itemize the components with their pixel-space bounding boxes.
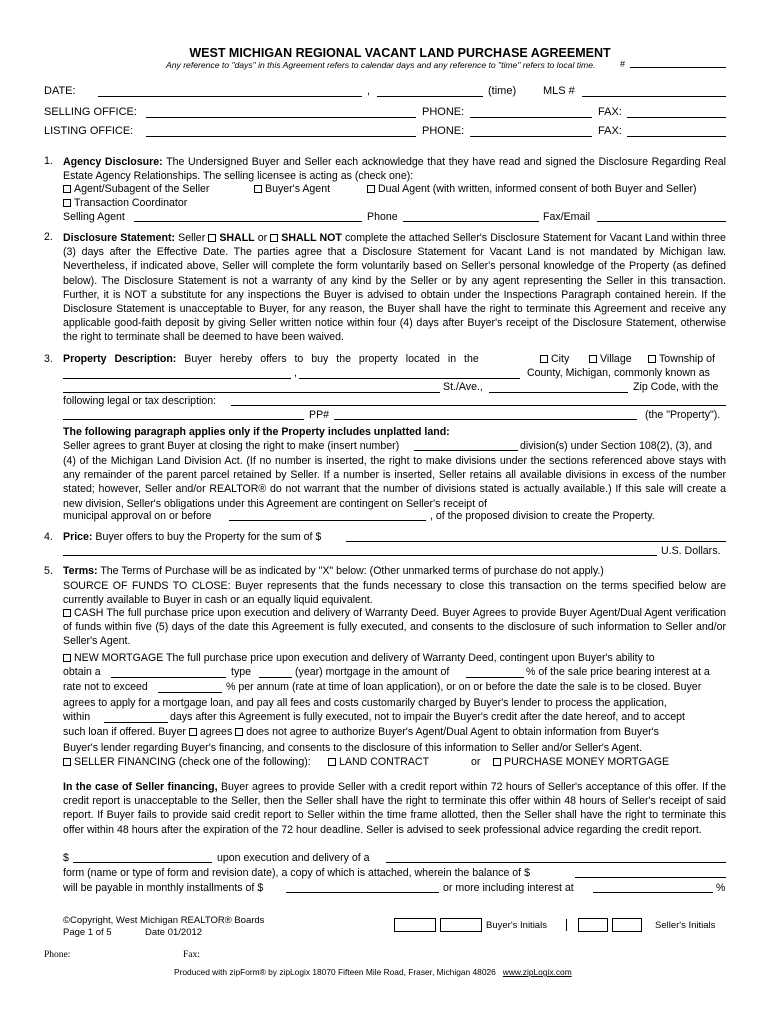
- checkbox[interactable]: [254, 185, 262, 193]
- street-label: St./Ave.,: [443, 381, 483, 393]
- copyright: ©Copyright, West Michigan REALTOR® Boards: [63, 915, 265, 926]
- township-option[interactable]: Township of: [648, 353, 715, 365]
- ziplogix-link[interactable]: www.zipLogix.com: [502, 967, 572, 977]
- s1-option-4[interactable]: Transaction Coordinator: [63, 197, 187, 209]
- form-date: Date 01/2012: [145, 927, 203, 938]
- buyer-initials-box-2[interactable]: [440, 918, 482, 932]
- city-option[interactable]: City: [540, 353, 569, 365]
- mls-field[interactable]: [582, 96, 726, 97]
- checkbox[interactable]: [540, 355, 548, 363]
- s3-number: 3.: [44, 353, 53, 365]
- produced-by: Produced with zipForm® by zipLogix 18070 Fifteen Mile Road, Fraser, Michigan 48026 www.zipLogix.com: [174, 967, 572, 977]
- installment-field[interactable]: [286, 892, 439, 893]
- agent-fax-email-field[interactable]: [597, 221, 726, 222]
- selling-fax-label: FAX:: [598, 106, 622, 118]
- shall-not-checkbox[interactable]: [270, 234, 278, 242]
- price-words-field[interactable]: [63, 555, 657, 556]
- checkbox[interactable]: [648, 355, 656, 363]
- listing-fax-field[interactable]: [627, 136, 726, 137]
- selling-fax-field[interactable]: [627, 117, 726, 118]
- s2-heading: Disclosure Statement:: [63, 232, 176, 244]
- checkbox[interactable]: [493, 758, 501, 766]
- price-field[interactable]: [346, 541, 726, 542]
- buyers-initials-label: Buyer's Initials: [486, 920, 547, 931]
- footer-fax: Fax:: [183, 950, 200, 960]
- mortgage-year-field[interactable]: [259, 677, 292, 678]
- s1-paragraph: [63, 155, 726, 183]
- footer-phone: Phone:: [44, 950, 71, 960]
- s5-number: 5.: [44, 565, 53, 577]
- such-loan-line: such loan if offered. Buyer agrees does not agree to authorize Buyer's Agent/Dual Agent to obtain information from Buyer's: [63, 726, 659, 738]
- street-field[interactable]: [63, 392, 440, 393]
- agrees-checkbox[interactable]: [189, 728, 197, 736]
- mortgage-checkbox[interactable]: [63, 654, 71, 662]
- property-label: (the "Property").: [645, 409, 721, 421]
- zip-field[interactable]: [489, 392, 628, 393]
- selling-agent-label: Selling Agent: [63, 211, 125, 223]
- agent-phone-field[interactable]: [403, 221, 539, 222]
- listing-phone-field[interactable]: [470, 136, 592, 137]
- checkbox[interactable]: [63, 199, 71, 207]
- form-page: WEST MICHIGAN REGIONAL VACANT LAND PURCHASE AGREEMENT Any reference to "days" in this Agreement refers to calendar days and any reference to "time" refers to local time. # DATE: , (time) MLS # SELLING OFFICE: PHONE: FAX: LISTING OFFICE: PHONE: FAX: 1. Agency Disclosure: The Undersigned Buyer and Seller each acknowledge that they have read and signed the Disclosure Regarding Real Estate Agency Relationships. The selling licensee is acting as (check one): Agent/Subagent of the Seller Buyer's Agent Dual Agent (with written, informed consent of both Buyer and Seller) Transaction Coordinator Selling Agent Phone Fax/Email 2. Disclosure Statement: Seller SHALL or SHALL NOT complete the attached Seller's Disclosure Statement for Vacant Land within three (3) days after the Effective Date. The parties agree that a Disclosure Statement for Vacant Land is not mandated by Michigan law. Nevertheless, if indicated above, Seller will complete the form voluntarily based on Seller's personal knowledge of the Property (as defined below). The Disclosure Statement is not a warranty of any kind by the Seller or by any agent representing the Seller in this transaction. Further, it is NOT a substitute for any inspections the Buyer is advised to obtain under the Inspections Paragraph contained herein. If the Disclosure Statement is unacceptable to Buyer, for any reason, the Buyer shall have the right to terminate this Agreement and receive any applicable good-faith deposit by giving Seller written notice within four (4) days after Buyer's receipt of the Disclosure Statement, otherwise the right to terminate shall be deemed to have been waived. 3. Property Description: Buyer hereby offers to buy the property located in the City Village Township of , County, Michigan, commonly known as St./Ave., Zip Code, with the following legal or tax description: PP# (the "Property"). The following paragraph applies only if the Property includes unplatted land: Seller agrees to grant Buyer at closing the right to make (insert number) division(s) under Section 108(2), (3), and (4) of the Michigan Land Division Act. (If no number is inserted, the right to make divisions under the sections referenced above stays with any remainder of the parent parcel retained by Seller. If a number is inserted, Seller retains all available divisions in excess of the number stated; however, Seller and/or REALTOR® do not warrant that the number of divisions stated is actually available.) If this sale will create a new division, Seller's obligations under this Agreement are contingent on Seller's receipt of municipal approval on or before , of the proposed division to create the Property. 4. Price: Buyer offers to buy the Property for the sum of $ U.S. Dollars. 5. Terms: The Terms of Purchase will be as indicated by "X" below: (Other unmarked terms of purchase do not apply.) SOURCE OF FUNDS TO CLOSE: Buyer represents that the funds necessary to close this transaction on the terms specified below are currently available to Buyer in cash or an equally liquid equivalent. CASH The full purchase price upon execution and delivery of Warranty Deed. Buyer Agrees to provide Buyer Agent/Dual Agent verification of funds within five (5) days of the date this Agreement is fully executed, and consents to the disclosure of such information to Seller and/or Seller's Agent. NEW MORTGAGE The full purchase price upon execution and delivery of Warranty Deed, contingent upon Buyer's ability to obtain a type (year) mortgage in the amount of % of the sale price bearing interest at a rate not to exceed % per annum (rate at time of loan application), or on or before the date the sale is to be closed. Buyer agrees to apply for a mortgage loan, and pay all fees and costs customarily charged by Buyer's lender to process the application, within days after this Agreement is fully executed, not to impair the Buyer's credit after the date hereof, and to accept such loan if offered. Buyer agrees does not agree to authorize Buyer's Agent/Dual Agent to obtain information from Buyer's Buyer's lender regarding Buyer's financing, and consents to the disclosure of this information to Seller and/or Seller's Agent. SELLER FINANCING (check one of the following): LAND CONTRACT or PURCHASE MONEY MORTGAGE In the case of Seller financing, Buyer agrees to provide Seller with a credit report within 72 hours of Seller's acceptance of this offer. If the credit report is unacceptable to the Seller, then the Seller shall have the right to terminate this offer within 48 hours of Seller's receipt of said report. If Buyer fails to provide said credit report to Seller within the time frame allotted, then the Seller shall have the right to terminate this offer within 48 hours after the expiration of the 72 hour deadline. Seller is advised to seek professional advice regarding the credit report. $ upon execution and delivery of a form (name or type of form and revision date), a copy of which is attached, wherein the balance of $ will be payable in monthly installments of $ or more including interest at % ©Copyright, West Michigan REALTOR® Boards Page 1 of 5 Date 01/2012 Buyer's Initials Seller's Initials Phone: Fax: Produced with zipForm® by zipLogix 18070 Fifteen Mile Road, Fraser, Michigan 48026 www.zipLogix.com: [44, 46, 726, 977]
- s2-number: 2.: [44, 231, 53, 243]
- source-of-funds: SOURCE OF FUNDS TO CLOSE: Buyer represents that the funds necessary to close this transaction on the terms specified below are currently available to Buyer in cash or an equally liquid equivalent.: [63, 580, 726, 607]
- unplatted-line-b: division(s) under Section 108(2), (3), and: [520, 440, 712, 452]
- mls-label: MLS #: [543, 85, 575, 97]
- selling-office-label: SELLING OFFICE:: [44, 106, 137, 118]
- unplatted-line-a: Seller agrees to grant Buyer at closing the right to make (insert number): [63, 440, 400, 452]
- unplatted-heading: The following paragraph applies only if the Property includes unplatted land:: [63, 426, 450, 438]
- financing-amount-field[interactable]: [73, 862, 212, 863]
- buyer-initials-box-1[interactable]: [394, 918, 436, 932]
- listing-phone-label: PHONE:: [422, 125, 465, 137]
- page-number: Page 1 of 5: [63, 927, 112, 938]
- s1-option-3[interactable]: Dual Agent (with written, informed consent of both Buyer and Seller): [367, 183, 697, 195]
- checkbox[interactable]: [589, 355, 597, 363]
- county-label: County, Michigan, commonly known as: [527, 367, 710, 379]
- pp-label: PP#: [309, 409, 330, 421]
- listing-office-field[interactable]: [146, 136, 416, 137]
- shall-checkbox[interactable]: [208, 234, 216, 242]
- legal-field-1[interactable]: [231, 405, 726, 406]
- rate-field[interactable]: [158, 692, 222, 693]
- seller-initials-box-1[interactable]: [578, 918, 608, 932]
- us-dollars-label: U.S. Dollars.: [661, 545, 721, 557]
- balance-field[interactable]: [575, 877, 726, 878]
- listing-office-label: LISTING OFFICE:: [44, 125, 134, 137]
- mortgage-option: NEW MORTGAGE The full purchase price upon execution and delivery of Warranty Deed, contingent upon Buyer's ability to: [63, 651, 726, 665]
- county-field[interactable]: [299, 378, 520, 379]
- days-field[interactable]: [104, 722, 168, 723]
- pp-field[interactable]: [334, 419, 637, 420]
- unplatted-paragraph: (4) of the Michigan Land Division Act. (If no number is inserted, the right to make divisions under the sections referenced above stays with any remainder of the parent parcel retained by Seller. If a number is inserted, Seller retains all available divisions in excess of the number stated; however, Seller and/or REALTOR® do not warrant that the number of divisions stated is actually available.) If this sale will create a new division, Seller's obligations under this Agreement are contingent on Seller's receipt of: [63, 455, 726, 510]
- s3-line-1: Property Description: Buyer hereby offers to buy the property located in the: [63, 353, 479, 365]
- s1-text: The Undersigned Buyer and Seller each acknowledge that they have read and signed the Disclosure Regarding Real Estate Agency Relationships. The selling licensee is acting as (check one):: [63, 156, 726, 183]
- s1-heading: Agency Disclosure:: [63, 156, 163, 168]
- municipal-date-field[interactable]: [229, 520, 426, 521]
- financing-form-field[interactable]: [386, 862, 726, 863]
- initials-divider: [566, 919, 568, 931]
- s1-option-1[interactable]: Agent/Subagent of the Seller: [63, 183, 209, 195]
- document-subtitle: Any reference to "days" in this Agreement refers to calendar days and any reference to "time" refers to local time.: [166, 60, 596, 70]
- zip-label: Zip Code, with the: [633, 381, 719, 393]
- hash-label: #: [620, 59, 626, 69]
- s5-line: Terms: The Terms of Purchase will be as indicated by "X" below: (Other unmarked terms of purchase do not apply.): [63, 565, 604, 577]
- legal-label: following legal or tax description:: [63, 395, 217, 407]
- checkbox[interactable]: [328, 758, 336, 766]
- township-field[interactable]: [63, 378, 291, 379]
- document-title: WEST MICHIGAN REGIONAL VACANT LAND PURCHASE AGREEMENT: [189, 46, 611, 60]
- village-option[interactable]: Village: [589, 353, 632, 365]
- interest-field[interactable]: [593, 892, 713, 893]
- seller-financing-paragraph: In the case of Seller financing, Buyer agrees to provide Seller with a credit report within 72 hours of Seller's acceptance of this offer. If the credit report is unacceptable to the Seller, then the Seller shall have the right to terminate this offer within 48 hours of Seller's receipt of said report. If Buyer fails to provide said credit report to Seller within the time frame allotted, then the Seller shall have the right to terminate this offer within 48 hours after the expiration of the 72 hour deadline. Seller is advised to seek professional advice regarding the credit report.: [63, 781, 726, 836]
- seller-financing-checkbox[interactable]: [63, 758, 71, 766]
- legal-field-2[interactable]: [63, 419, 304, 420]
- selling-phone-field[interactable]: [470, 117, 592, 118]
- selling-agent-field[interactable]: [134, 221, 362, 222]
- municipal-label: municipal approval on or before: [63, 510, 212, 522]
- checkbox[interactable]: [367, 185, 375, 193]
- seller-financing-line: SELLER FINANCING (check one of the following):: [63, 756, 311, 768]
- selling-phone-label: PHONE:: [422, 106, 465, 118]
- date-field[interactable]: [98, 96, 362, 97]
- time-label: (time): [488, 85, 517, 97]
- divisions-field[interactable]: [414, 450, 518, 451]
- seller-initials-box-2[interactable]: [612, 918, 642, 932]
- sellers-initials-label: Seller's Initials: [655, 920, 716, 931]
- mortgage-percent-field[interactable]: [466, 677, 524, 678]
- mortgage-type-field[interactable]: [111, 677, 226, 678]
- date-label: DATE:: [44, 85, 76, 97]
- date-comma: ,: [367, 85, 371, 97]
- time-field[interactable]: [377, 96, 483, 97]
- s2-paragraph: Disclosure Statement: Seller SHALL or SHALL NOT complete the attached Seller's Disclosure Statement for Vacant Land within three (3) days after the Effective Date. The parties agree that a Disclosure Statement for Vacant Land is not mandated by Michigan law. Nevertheless, if indicated above, Seller will complete the form voluntarily based on Seller's personal knowledge of the Property (as defined below). The Disclosure Statement is not a warranty of any kind by the Seller or by any agent representing the Seller in this transaction. Further, it is NOT a substitute for any inspections the Buyer is advised to obtain under the Inspections Paragraph contained herein. If the Disclosure Statement is unacceptable to Buyer, for any reason, the Buyer shall have the right to terminate this Agreement and receive any applicable good-faith deposit by giving Seller written notice within four (4) days after Buyer's receipt of the Disclosure Statement, otherwise the right to terminate shall be deemed to have been waived.: [63, 232, 726, 344]
- cash-checkbox[interactable]: [63, 609, 71, 617]
- s4-number: 4.: [44, 531, 53, 543]
- pmm-option[interactable]: PURCHASE MONEY MORTGAGE: [493, 756, 669, 768]
- selling-office-field[interactable]: [146, 117, 416, 118]
- hash-field[interactable]: [630, 67, 726, 68]
- cash-option: CASH The full purchase price upon execution and delivery of Warranty Deed. Buyer Agrees to provide Buyer Agent/Dual Agent verification of funds within five (5) days of the date this Agreement is fully executed, and consents to the disclosure of such information to Seller and/or Seller's Agent.: [63, 607, 726, 648]
- municipal-end: , of the proposed division to create the Property.: [430, 510, 655, 522]
- s1-number: 1.: [44, 155, 53, 167]
- land-contract-option[interactable]: LAND CONTRACT: [328, 756, 429, 768]
- s1-option-2[interactable]: Buyer's Agent: [254, 183, 330, 195]
- does-not-agree-checkbox[interactable]: [235, 728, 243, 736]
- agent-phone-label: Phone: [367, 211, 398, 223]
- agent-fax-email-label: Fax/Email: [543, 211, 591, 223]
- s4-line: Price: Buyer offers to buy the Property for the sum of $: [63, 531, 322, 543]
- listing-fax-label: FAX:: [598, 125, 622, 137]
- checkbox[interactable]: [63, 185, 71, 193]
